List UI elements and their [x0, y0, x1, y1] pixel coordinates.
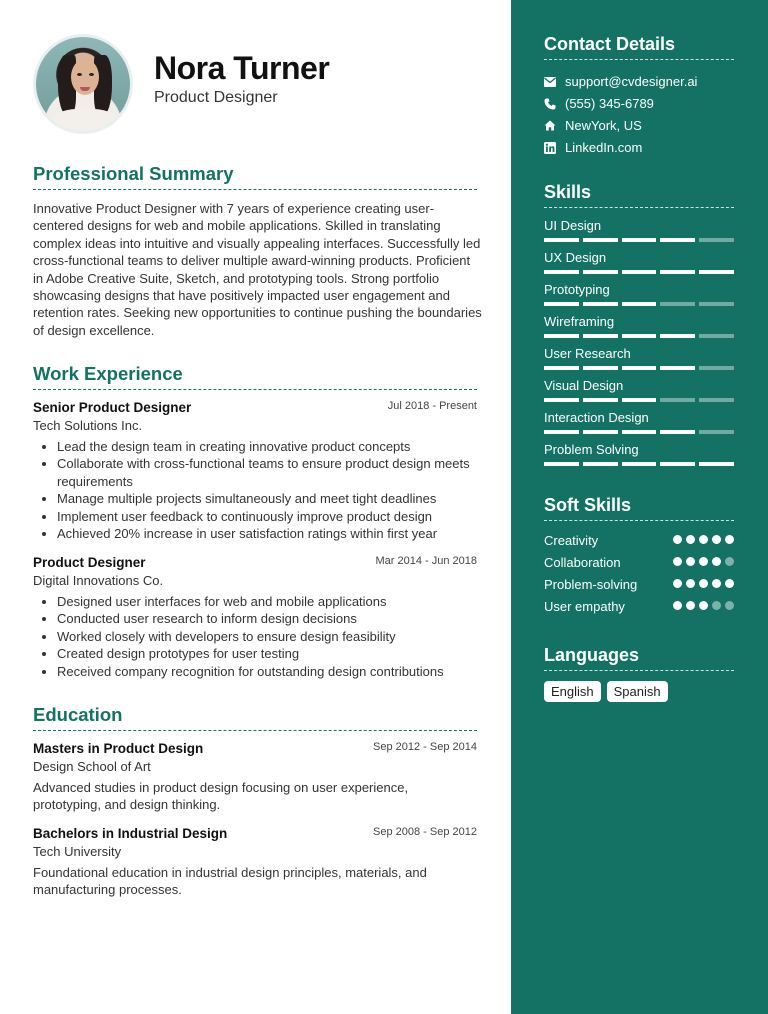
soft-skill-item	[544, 533, 734, 548]
job-bullet: • Achieved 20% increase in user satisfaction ratings within first year	[57, 525, 477, 542]
contact-linkedin-text: LinkedIn.com	[565, 140, 643, 155]
contact-email-text: support@cvdesigner.ai	[565, 74, 698, 89]
skill-level-segment	[544, 398, 579, 402]
rating-dot	[699, 535, 708, 544]
skill-level-segment	[660, 430, 695, 434]
education-description: Foundational education in industrial design principles, materials, and manufacturing processes.	[33, 865, 427, 898]
contact-phone[interactable]	[544, 96, 654, 111]
soft-skill-name: Creativity	[544, 533, 599, 548]
education-description: Advanced studies in product design focusing on user experience, prototyping, and design thinking.	[33, 780, 409, 813]
rating-dot	[712, 601, 721, 610]
skill-level-bar	[544, 270, 734, 274]
skill-level-segment	[583, 334, 618, 338]
skill-name: Visual Design	[544, 378, 624, 393]
skill-level-segment	[583, 366, 618, 370]
skill-level-bar	[544, 430, 734, 434]
job-bullets	[57, 438, 477, 542]
soft-skill-name: Collaboration	[544, 555, 621, 570]
skill-level-segment	[583, 398, 618, 402]
job-entry	[33, 400, 477, 433]
avatar-shirt	[48, 109, 122, 134]
job-bullet: • Conducted user research to inform design decisions	[57, 610, 477, 627]
education-date: Sep 2008 - Sep 2012	[373, 826, 477, 838]
skill-level-segment	[622, 430, 657, 434]
skill-level-segment	[622, 366, 657, 370]
experience-heading: Work Experience	[33, 363, 477, 390]
avatar-eye-left	[77, 73, 82, 76]
contact-phone-text: (555) 345-6789	[565, 96, 654, 111]
skill-level-segment	[544, 430, 579, 434]
skill-name: User Research	[544, 346, 631, 361]
job-date: Mar 2014 - Jun 2018	[375, 555, 477, 567]
skill-level-segment	[544, 366, 579, 370]
home-icon	[544, 120, 556, 132]
job-bullet: • Designed user interfaces for web and mobile applications	[57, 593, 477, 610]
job-role: Product Designer	[33, 555, 146, 570]
rating-dot	[712, 535, 721, 544]
job-bullet: • Received company recognition for outstanding design contributions	[57, 663, 477, 680]
rating-dot	[673, 579, 682, 588]
skill-level-segment	[622, 334, 657, 338]
skill-level-segment	[583, 302, 618, 306]
skill-level-segment	[699, 462, 734, 466]
soft-skill-name: User empathy	[544, 599, 625, 614]
rating-dot	[673, 535, 682, 544]
contact-location-text: NewYork, US	[565, 118, 642, 133]
job-bullet: • Manage multiple projects simultaneously and meet tight deadlines	[57, 490, 477, 507]
skill-level-segment	[699, 238, 734, 242]
skill-level-segment	[583, 462, 618, 466]
contact-location	[544, 118, 642, 133]
rating-dot	[712, 579, 721, 588]
candidate-title: Product Designer	[154, 89, 278, 106]
education-heading: Education	[33, 704, 477, 731]
envelope-icon	[544, 76, 556, 88]
job-entry	[33, 555, 477, 588]
soft-skill-name: Problem-solving	[544, 577, 638, 592]
education-entry	[33, 826, 477, 859]
rating-dot	[712, 557, 721, 566]
skill-level-segment	[699, 302, 734, 306]
skill-item	[544, 250, 734, 274]
avatar	[33, 34, 133, 134]
phone-icon	[544, 98, 556, 110]
skill-level-segment	[699, 334, 734, 338]
skill-level-segment	[622, 398, 657, 402]
education-date: Sep 2012 - Sep 2014	[373, 741, 477, 753]
skill-level-segment	[660, 366, 695, 370]
contact-linkedin[interactable]	[544, 140, 642, 155]
skill-level-segment	[622, 270, 657, 274]
rating-dot	[725, 557, 734, 566]
skill-name: Interaction Design	[544, 410, 649, 425]
school: Design School of Art	[33, 759, 151, 774]
skill-item	[544, 346, 734, 370]
soft-skill-item	[544, 599, 734, 614]
skill-level-segment	[660, 398, 695, 402]
skill-item	[544, 314, 734, 338]
soft-skill-item	[544, 555, 734, 570]
degree: Bachelors in Industrial Design	[33, 826, 228, 841]
skill-item	[544, 378, 734, 402]
sidebar	[511, 0, 768, 1014]
job-date: Jul 2018 - Present	[387, 400, 477, 412]
skill-level-segment	[583, 270, 618, 274]
job-bullet: • Lead the design team in creating innovative product concepts	[57, 438, 477, 455]
skill-level-segment	[544, 462, 579, 466]
rating-dot	[686, 601, 695, 610]
job-bullet: • Worked closely with developers to ensure design feasibility	[57, 628, 477, 645]
rating-dot	[699, 601, 708, 610]
education-entry	[33, 741, 477, 774]
soft-skill-rating	[673, 535, 734, 544]
skill-level-bar	[544, 398, 734, 402]
skill-level-segment	[699, 430, 734, 434]
rating-dot	[686, 557, 695, 566]
skill-name: Wireframing	[544, 314, 615, 329]
skill-level-segment	[544, 270, 579, 274]
skill-level-bar	[544, 334, 734, 338]
job-bullet: • Collaborate with cross-functional teams to ensure product design meets requirements	[57, 455, 477, 490]
skill-level-segment	[699, 366, 734, 370]
contact-email[interactable]	[544, 74, 697, 89]
skill-level-bar	[544, 302, 734, 306]
skill-level-segment	[544, 302, 579, 306]
skill-item	[544, 410, 734, 434]
school: Tech University	[33, 844, 122, 859]
skill-level-segment	[622, 302, 657, 306]
rating-dot	[725, 601, 734, 610]
skill-item	[544, 282, 734, 306]
skill-level-bar	[544, 366, 734, 370]
skill-name: Prototyping	[544, 282, 610, 297]
rating-dot	[725, 579, 734, 588]
summary-heading: Professional Summary	[33, 163, 477, 190]
soft-skill-rating	[673, 557, 734, 566]
rating-dot	[673, 557, 682, 566]
skill-level-segment	[660, 302, 695, 306]
rating-dot	[686, 535, 695, 544]
job-company: Tech Solutions Inc.	[33, 418, 143, 433]
skill-item	[544, 218, 734, 242]
skill-level-segment	[660, 270, 695, 274]
skill-name: UI Design	[544, 218, 602, 233]
job-role: Senior Product Designer	[33, 400, 192, 415]
job-bullets	[57, 593, 477, 680]
languages-heading: Languages	[544, 645, 734, 671]
soft-skill-rating	[673, 579, 734, 588]
skill-level-segment	[544, 334, 579, 338]
rating-dot	[699, 557, 708, 566]
rating-dot	[699, 579, 708, 588]
rating-dot	[725, 535, 734, 544]
skill-level-segment	[699, 270, 734, 274]
skill-level-bar	[544, 238, 734, 242]
skill-item	[544, 442, 734, 466]
skill-name: Problem Solving	[544, 442, 639, 457]
rating-dot	[686, 579, 695, 588]
job-company: Digital Innovations Co.	[33, 573, 164, 588]
soft-skill-item	[544, 577, 734, 592]
job-bullet: • Implement user feedback to continuously improve product design	[57, 508, 477, 525]
linkedin-icon	[544, 142, 556, 154]
skill-level-segment	[699, 398, 734, 402]
skill-level-segment	[583, 430, 618, 434]
rating-dot	[673, 601, 682, 610]
candidate-name: Nora Turner	[154, 50, 330, 86]
skill-level-segment	[544, 238, 579, 242]
skills-heading: Skills	[544, 182, 734, 208]
skill-level-segment	[583, 238, 618, 242]
soft-skill-rating	[673, 601, 734, 610]
job-bullet: • Created design prototypes for user testing	[57, 645, 477, 662]
skill-level-segment	[660, 334, 695, 338]
summary-text: Innovative Product Designer with 7 years of experience creating user-centered designs for web and mobile applications. Skilled in translating complex ideas into intuitive and visually appealing interfaces. Successfully led cross-functional teams to deliver multiple award-winning products. Proficient in Adobe Creative Suite, Sketch, and prototyping tools. Strong portfolio showcasing designs that have positively impacted user engagement and retention rates. Seeking new opportunities to continue pushing the boundaries of design excellence.	[33, 201, 482, 338]
skill-level-segment	[660, 238, 695, 242]
soft-skills-heading: Soft Skills	[544, 495, 734, 521]
skill-level-segment	[660, 462, 695, 466]
languages-list	[544, 681, 668, 702]
degree: Masters in Product Design	[33, 741, 204, 756]
skill-level-segment	[622, 462, 657, 466]
language-tag: English	[544, 681, 601, 702]
skill-level-segment	[622, 238, 657, 242]
language-tag: Spanish	[607, 681, 668, 702]
skill-name: UX Design	[544, 250, 607, 265]
contact-heading: Contact Details	[544, 34, 734, 60]
avatar-eye-right	[89, 73, 94, 76]
skill-level-bar	[544, 462, 734, 466]
